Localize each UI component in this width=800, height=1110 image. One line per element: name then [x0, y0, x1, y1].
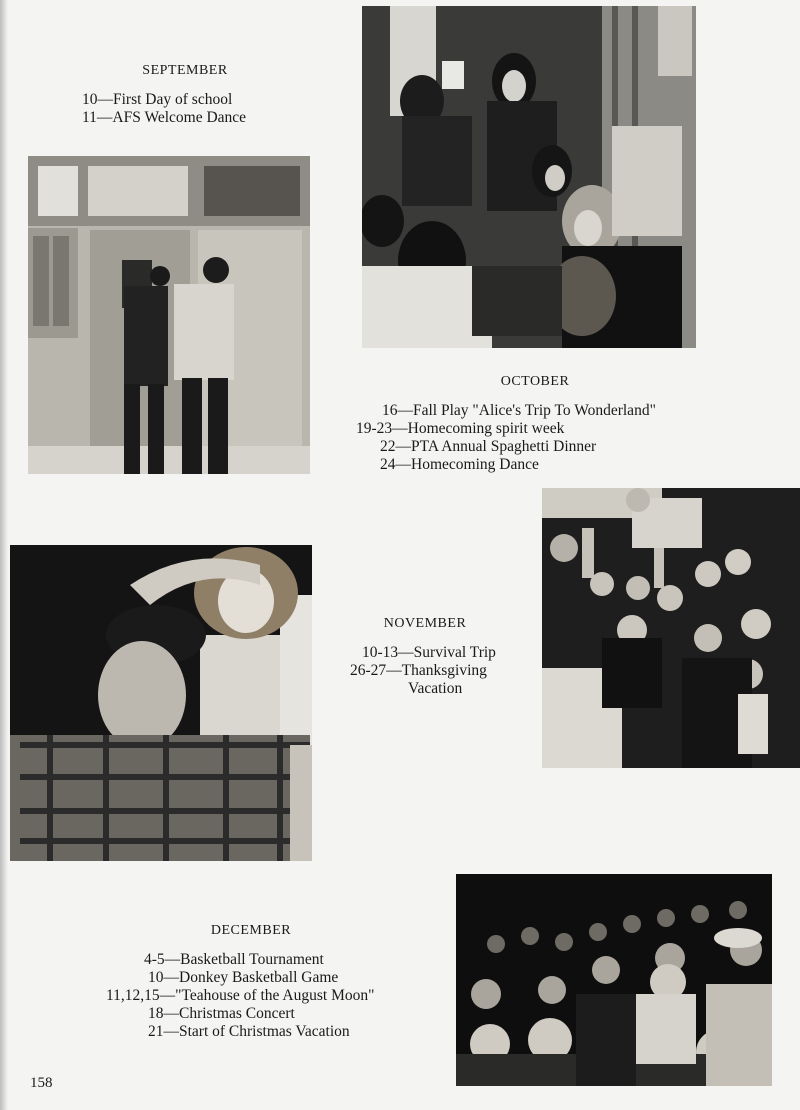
- photo-audience: [456, 874, 772, 1086]
- photo-crowd-cheering: [542, 488, 800, 768]
- december-event-2: 10—Donkey Basketball Game: [148, 969, 339, 986]
- page-binding-edge: [0, 0, 8, 1110]
- photo-hallway-students-image: [28, 156, 310, 474]
- november-event-2: 26-27—Thanksgiving: [350, 662, 487, 679]
- photo-students-gathering-image: [362, 6, 696, 348]
- october-heading: OCTOBER: [500, 374, 570, 389]
- october-event-1: 16—Fall Play "Alice's Trip To Wonderland": [382, 402, 656, 419]
- october-event-2: 19-23—Homecoming spirit week: [356, 420, 565, 437]
- photo-audience-image: [456, 874, 772, 1086]
- december-heading: DECEMBER: [210, 923, 292, 938]
- september-events: [82, 91, 246, 127]
- photo-crowd-cheering-image: [542, 488, 800, 768]
- september-event-2: 11—AFS Welcome Dance: [82, 109, 247, 126]
- photo-man-sleeping: [10, 545, 312, 861]
- photo-hallway-students: [28, 156, 310, 474]
- november-event-3: Vacation: [408, 680, 463, 697]
- november-heading: NOVEMBER: [383, 616, 467, 631]
- november-event-1: 10-13—Survival Trip: [362, 644, 496, 661]
- september-event-1: 10—First Day of school: [82, 91, 233, 108]
- october-event-4: 24—Homecoming Dance: [380, 456, 539, 473]
- november-events: [350, 644, 550, 698]
- december-event-4: 18—Christmas Concert: [148, 1005, 295, 1022]
- october-event-3: 22—PTA Annual Spaghetti Dinner: [380, 438, 597, 455]
- october-events: [356, 402, 712, 474]
- december-event-5: 21—Start of Christmas Vacation: [148, 1023, 350, 1040]
- december-event-1: 4-5—Basketball Tournament: [144, 951, 324, 968]
- december-event-3: 11,12,15—"Teahouse of the August Moon": [106, 987, 375, 1004]
- september-heading: SEPTEMBER: [142, 63, 228, 78]
- page-number: 158: [30, 1075, 53, 1091]
- photo-man-sleeping-image: [10, 545, 312, 861]
- photo-students-gathering: [362, 6, 696, 348]
- december-events: [106, 951, 446, 1041]
